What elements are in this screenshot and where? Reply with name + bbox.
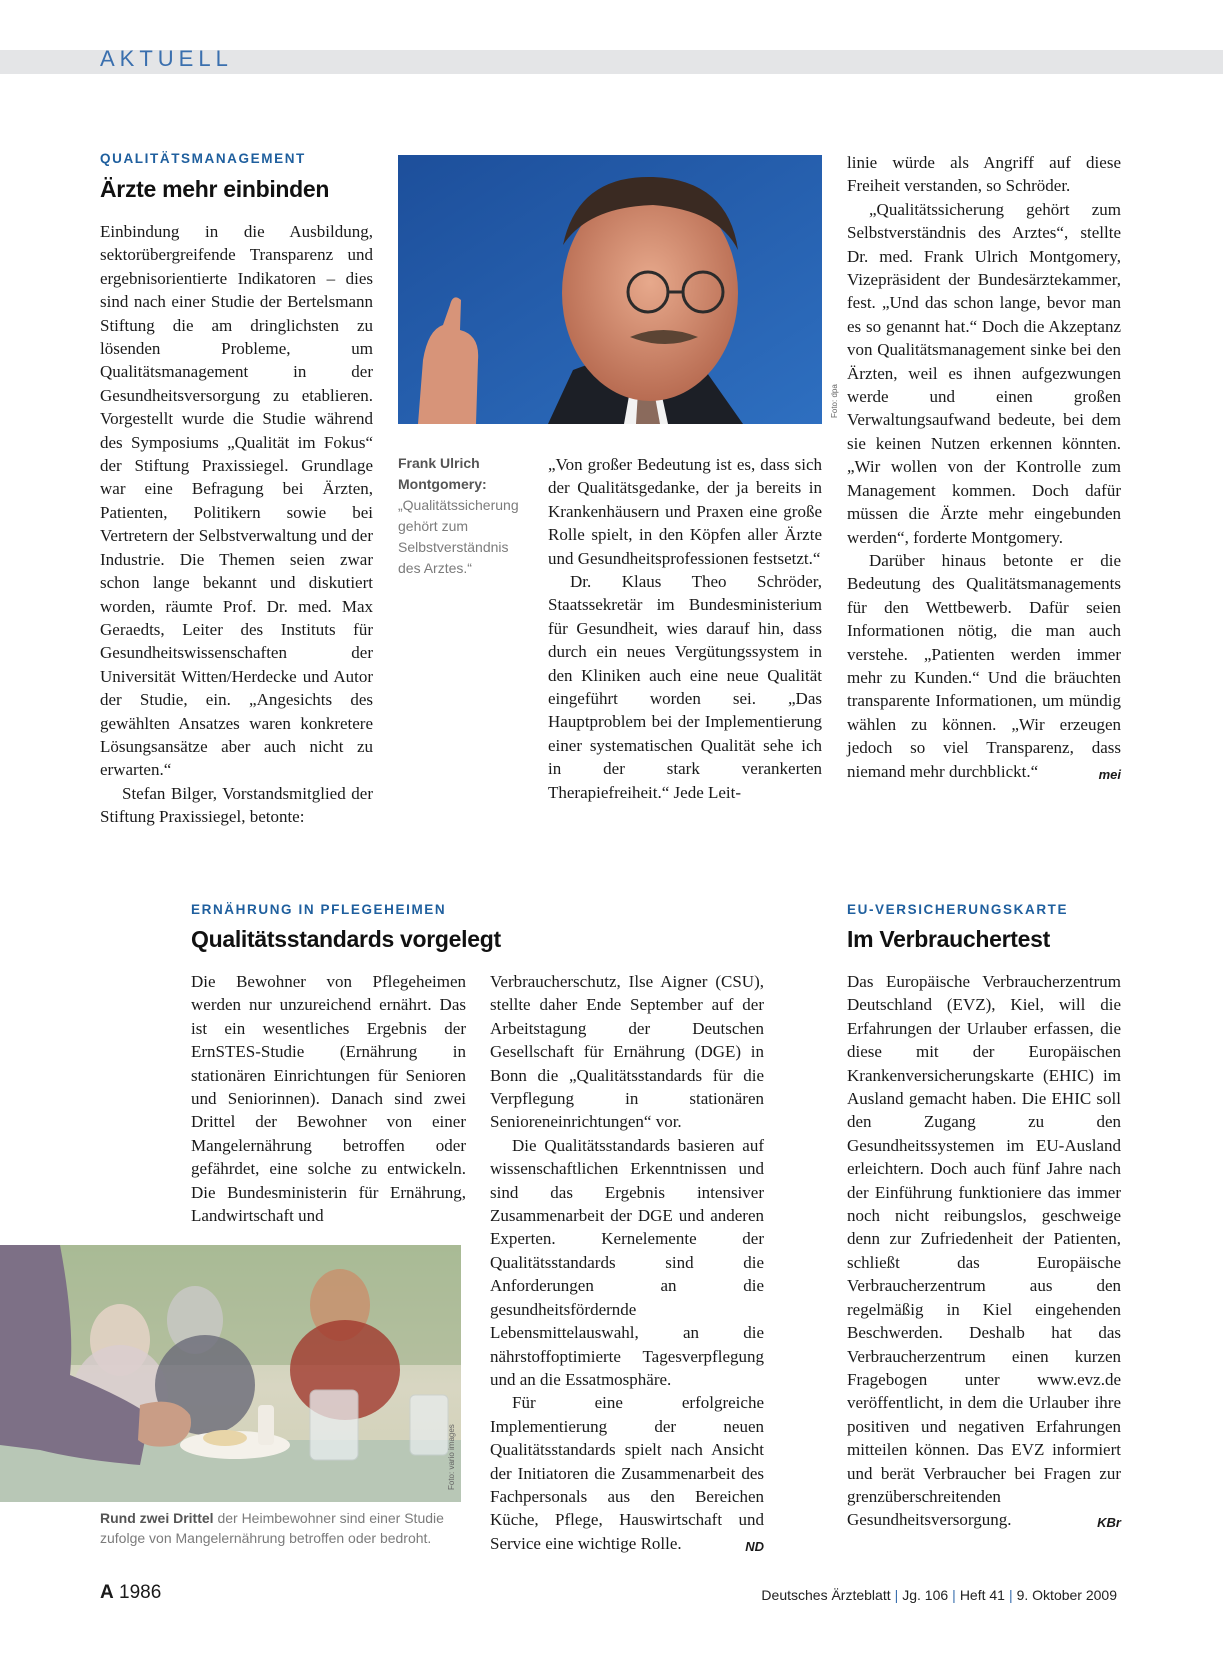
montgomery-photo — [398, 155, 822, 424]
article2-headline: Qualitätsstandards vorgelegt — [191, 926, 501, 952]
photo-credit: Foto: dpa — [830, 384, 839, 418]
article1-column-3 — [847, 151, 1121, 786]
caption-text: der Heimbewohner sind einer Studie zufolge von Mangelernährung betroffen oder bedroht. — [100, 1510, 444, 1546]
page-letter: A — [100, 1582, 114, 1603]
paragraph: linie würde als Angriff auf diese Freiheit verstanden, so Schröder. — [847, 153, 1121, 196]
article2-caption — [100, 1508, 460, 1548]
paragraph-text: Darüber hinaus betonte er die Bedeutung des Qualitätsmanagements für den Wettbewerb. Dafür seien Informationen nötig, die man auch verstehe. „Patienten werden immer mehr zu Kunden.“ Und die bräuchten transparente Informationen, um mündig wählen zu können. „Wir erzeugen jedoch so viel Transparenz, dass niemand mehr durchblickt.“ — [847, 550, 1121, 781]
author-signature: mei — [1098, 766, 1121, 782]
section-label: AKTUELL — [100, 46, 233, 71]
caption-bold: Rund zwei Drittel — [100, 1510, 214, 1526]
author-signature: KBr — [1097, 1515, 1121, 1531]
photo-credit: Foto: vario images — [447, 1424, 456, 1490]
article1-column-2 — [548, 453, 822, 804]
paragraph: Dr. Klaus Theo Schröder, Staatssekretär im Bundesministerium für Gesundheit, wies darauf hin, dass durch ein neues Vergütungssystem in den Kliniken auch eine neue Qualität eingeführt worden sei. „Das Hauptproblem bei der Implementierung einer systematischen Qualität sehe ich in der stark verankerten Therapiefreiheit.“ Jede Leit- — [548, 572, 822, 802]
paragraph: „Von großer Bedeutung ist es, dass sich der Qualitätsgedanke, der ja bereits in Krankenhäusern und Praxen eine große Rolle spielt, in den Köpfen aller Ärzte und Gesundheitsprofessionen festsetzt.“ — [548, 455, 822, 568]
article2-column-1 — [191, 970, 466, 1227]
article3-column — [847, 970, 1121, 1535]
paragraph — [847, 970, 1121, 1532]
journal-issue: Heft 41 — [959, 1587, 1005, 1603]
caption-text: „Qualitätssicherung gehört zum Selbstverständnis des Arztes.“ — [398, 497, 519, 576]
journal-info: Deutsches Ärzteblatt | Jg. 106 | Heft 41 | 9. Oktober 2009 — [761, 1587, 1117, 1603]
page-number — [100, 1582, 161, 1604]
journal-date: 9. Oktober 2009 — [1016, 1587, 1117, 1603]
journal-name: Deutsches Ärzteblatt — [761, 1587, 891, 1603]
article3-kicker: EU-VERSICHERUNGSKARTE — [847, 902, 1069, 917]
paragraph: Die Bewohner von Pflegeheimen werden nur unzureichend ernährt. Das ist ein wesentliches Ergebnis der ErnSTES-Studie (Ernährung in stationären Einrichtungen für Senioren und Seniorinnen). Danach sind zwei Drittel der Bewohner von einer Mangelernährung betroffen oder gefährdet, eine solche zu entwickeln. Die Bundesministerin für Ernährung, Landwirtschaft und — [191, 972, 466, 1226]
article2-column-2 — [490, 970, 764, 1558]
paragraph — [847, 549, 1121, 783]
article1-column-1 — [100, 220, 373, 829]
paragraph: „Qualitätssicherung gehört zum Selbstverständnis des Arztes“, stellte Dr. med. Frank Ulrich Montgomery, Vizepräsident der Bundesärztekammer, fest. „Und das schon lange, bevor man es so genannt hat.“ Doch die Akzeptanz von Qualitätsmanagement sinke bei den Ärzten, weil es ihnen aufgezwungen werde und einen großen Verwaltungsaufwand bedeute, bei dem sie keinen Nutzen erkennen könnten. „Wir wollen von der Kontrolle zum Management kommen. Doch dafür müssen die Ärzte mehr eingebunden werden“, forderte Montgomery. — [847, 199, 1121, 547]
article1-caption — [398, 453, 528, 579]
paragraph — [490, 1391, 764, 1555]
paragraph: Einbindung in die Ausbildung, sektorübergreifende Transparenz und ergebnisorientierte Indikatoren – dies sind nach einer Studie der Bertelsmann Stiftung die am dringlichsten zu lösenden Probleme, um Qualitätsmanagement in der Gesundheitsversorgung zu etablieren. Vorgestellt wurde die Studie während des Symposiums „Qualität im Fokus“ der Stiftung Praxissiegel. Grundlage war eine Befragung bei Ärzten, Patienten, Politikern sowie bei Vertretern der Selbstverwaltung und der Industrie. Die Themen seien zwar schon lange bekannt und diskutiert worden, räumte Prof. Dr. med. Max Geraedts, Leiter des Instituts für Gesundheitswissenschaften der Universität Witten/Herdecke und Autor der Studie, ein. „Angesichts des gewählten Ansatzes waren konkretere Lösungsansätze aber auch nicht zu erwarten.“ — [100, 222, 373, 780]
caption-name: Frank Ulrich Montgomery: — [398, 455, 487, 492]
journal-volume: Jg. 106 — [902, 1587, 949, 1603]
author-signature: ND — [745, 1538, 764, 1554]
paragraph-text: Für eine erfolgreiche Implementierung der neuen Qualitätsstandards spielt nach Ansicht der Initiatoren die Zusammenarbeit des Fachpersonals aus den Bereichen Küche, Pflege, Hauswirtschaft und Service eine wichtige Rolle. — [490, 1393, 764, 1553]
article2-kicker: ERNÄHRUNG IN PFLEGEHEIMEN — [191, 902, 447, 917]
paragraph-text: Das Europäische Verbraucherzentrum Deutschland (EVZ), Kiel, will die Erfahrungen der Urlauber erfassen, die diese mit der Europäischen Krankenversicherungskarte (EHIC) im Ausland gemacht haben. Die EHIC soll den Zugang zu den Gesundheitssystemen im EU-Ausland erleichtern. Doch auch fünf Jahre nach der Einführung funktioniere das immer noch nicht reibungslos, geschweige denn zur Zufriedenheit der Patienten, schließt das Europäische Verbraucherzentrum aus den regelmäßig in Kiel eingehenden Beschwerden. Deshalb hat das Verbraucherzentrum einen kurzen Fragebogen unter www.evz.de veröffentlicht, in dem die Urlauber ihre positiven und negativen Erfahrungen mitteilen können. Das EVZ informiert und berät Verbraucher bei Fragen zur grenzüberschreitenden Gesundheitsversorgung. — [847, 972, 1121, 1530]
article1-headline: Ärzte mehr einbinden — [100, 176, 330, 202]
article3-headline: Im Verbrauchertest — [847, 926, 1050, 952]
paragraph: Die Qualitätsstandards basieren auf wissenschaftlichen Erkenntnissen und sind das Ergebnis intensiver Zusammenarbeit der DGE und anderen Experten. Kernelemente der Qualitätsstandards sind die Anforderungen an die gesundheitsfördernde Lebensmittelauswahl, an die nährstoffoptimierte Tagesverpflegung und an die Essatmosphäre. — [490, 1135, 764, 1389]
nursing-home-photo — [0, 1245, 461, 1502]
page-number-value: 1986 — [119, 1582, 162, 1603]
paragraph: Stefan Bilger, Vorstandsmitglied der Stiftung Praxissiegel, betonte: — [100, 783, 373, 827]
paragraph: Verbraucherschutz, Ilse Aigner (CSU), stellte daher Ende September auf der Arbeitstagung der Deutschen Gesellschaft für Ernährung (DGE) in Bonn die „Qualitätsstandards für die Verpflegung in stationären Senioreneinrichtungen“ vor. — [490, 972, 764, 1132]
article1-kicker: QUALITÄTSMANAGEMENT — [100, 151, 306, 166]
